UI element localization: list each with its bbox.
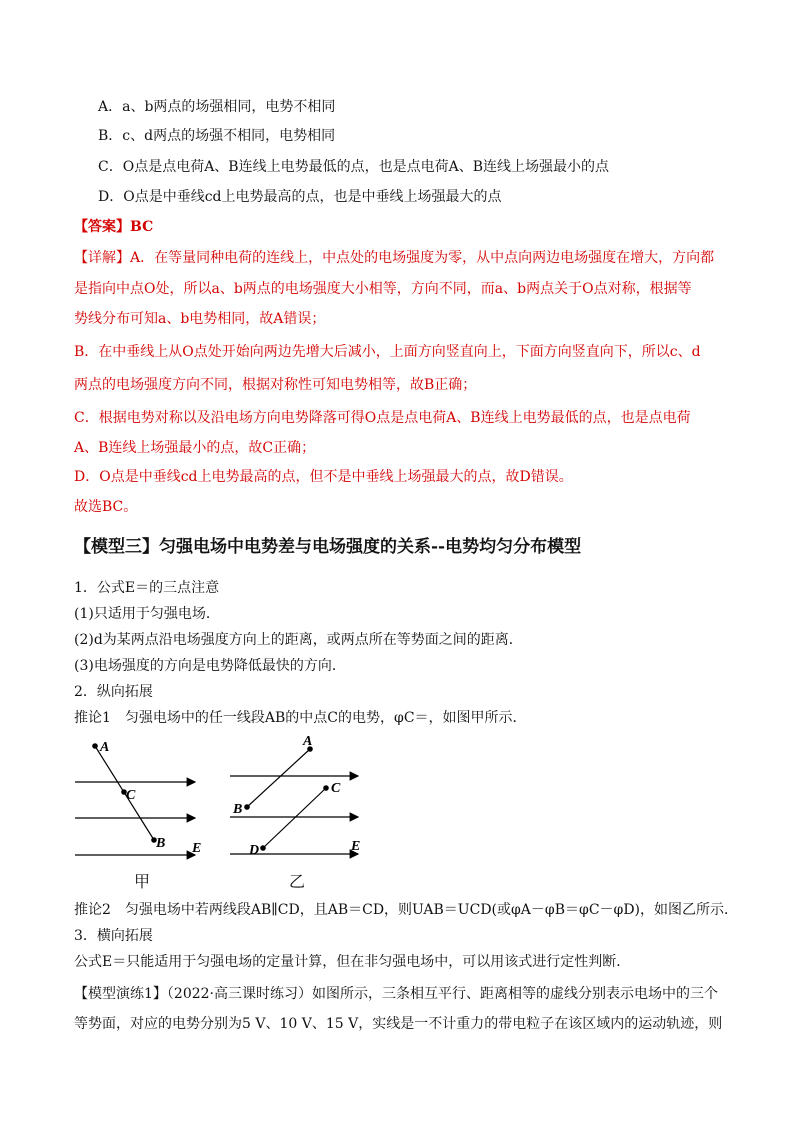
option-a: A．a、b两点的场强相同，电势不相同 [98,99,336,115]
label-e: E [192,841,202,856]
corollary-1: 推论1 匀强电场中的任一线段AB的中点C的电势，φC＝，如图甲所示． [74,710,527,726]
option-c: C．O点是点电荷A、B连线上电势最低的点，也是点电荷A、B连线上场强最小的点 [98,159,609,175]
label-b: B [156,836,166,851]
option-b: B．c、d两点的场强不相同，电势相同 [98,128,336,144]
label-b: B [233,802,243,817]
detail-line: A、B连线上场强最小的点，故C正确； [74,440,316,456]
option-d: D．O点是中垂线cd上电势最高的点，也是中垂线上场强最大的点 [98,189,502,205]
point-c [323,785,329,791]
detail-line: 是指向中点O处，所以a、b两点的电场强度大小相等，方向不同，而a、b两点关于O点对称，根据等 [74,281,692,297]
label-e: E [351,839,361,854]
corollary-2: 推论2 匀强电场中若两线段AB∥CD，且AB＝CD，则UAB＝UCD(或φA－φB＝φC－φD)，如图乙所示． [74,902,739,918]
section-title: 【模型三】匀强电场中电势差与电场强度的关系--电势均匀分布模型 [74,537,582,557]
body-line: 公式E＝只能适用于匀强电场的定量计算，但在非匀强电场中，可以用该式进行定性判断． [74,954,631,970]
point-b [244,804,250,810]
detail-line: B．在中垂线上从O点处开始向两边先增大后减小，上面方向竖直向上，下面方向竖直向下，所以c、d [74,344,701,360]
body-line: 3．横向拓展 [74,928,153,944]
label-a: A [100,740,110,755]
label-d: D [249,843,260,858]
body-line: 1．公式E＝的三点注意 [74,580,220,596]
detail-line: 势线分布可知a、b电势相同，故A错误； [74,311,326,327]
detail-line: 【详解】A．在等量同种电荷的连线上，中点处的电场强度为零，从中点向两边电场强度在增大，方向都 [74,250,715,266]
body-line: 2．纵向拓展 [74,684,153,700]
segment-cd [263,788,326,848]
segment-ab [247,749,310,807]
answer-label: 【答案】BC [74,219,154,235]
practice-line: 【模型演练1】（2022·高三课时练习）如图所示，三条相互平行、距离相等的虚线分别表示电场中的三个 [74,986,718,1002]
figure-yi [225,730,375,860]
detail-line: 两点的电场强度方向不同，根据对称性可知电势相等，故B正确； [74,377,477,393]
label-c: C [331,781,341,796]
body-line: (2)d为某两点沿电场强度方向上的距离，或两点所在等势面之间的距离． [74,632,523,648]
point-a [92,743,98,749]
figure-jia [70,735,210,885]
caption-yi: 乙 [289,872,306,891]
detail-line: C．根据电势对称以及沿电场方向电势降落可得O点是点电荷A、B连线上电势最低的点，也是点电荷 [74,410,691,426]
caption-jia: 甲 [134,872,151,891]
detail-line: 故选BC。 [74,499,138,515]
label-c: C [126,788,136,803]
detail-line: D．O点是中垂线cd上电势最高的点，但不是中垂线上场强最大的点，故D错误。 [74,469,573,485]
body-line: (1)只适用于匀强电场． [74,606,220,622]
point-d [260,845,266,851]
body-line: (3)电场强度的方向是电势降低最快的方向． [74,658,346,674]
label-a: A [303,734,313,749]
practice-line: 等势面，对应的电势分别为5 V、10 V、15 V，实线是一不计重力的带电粒子在该区域内的运动轨迹，则 [74,1016,723,1032]
